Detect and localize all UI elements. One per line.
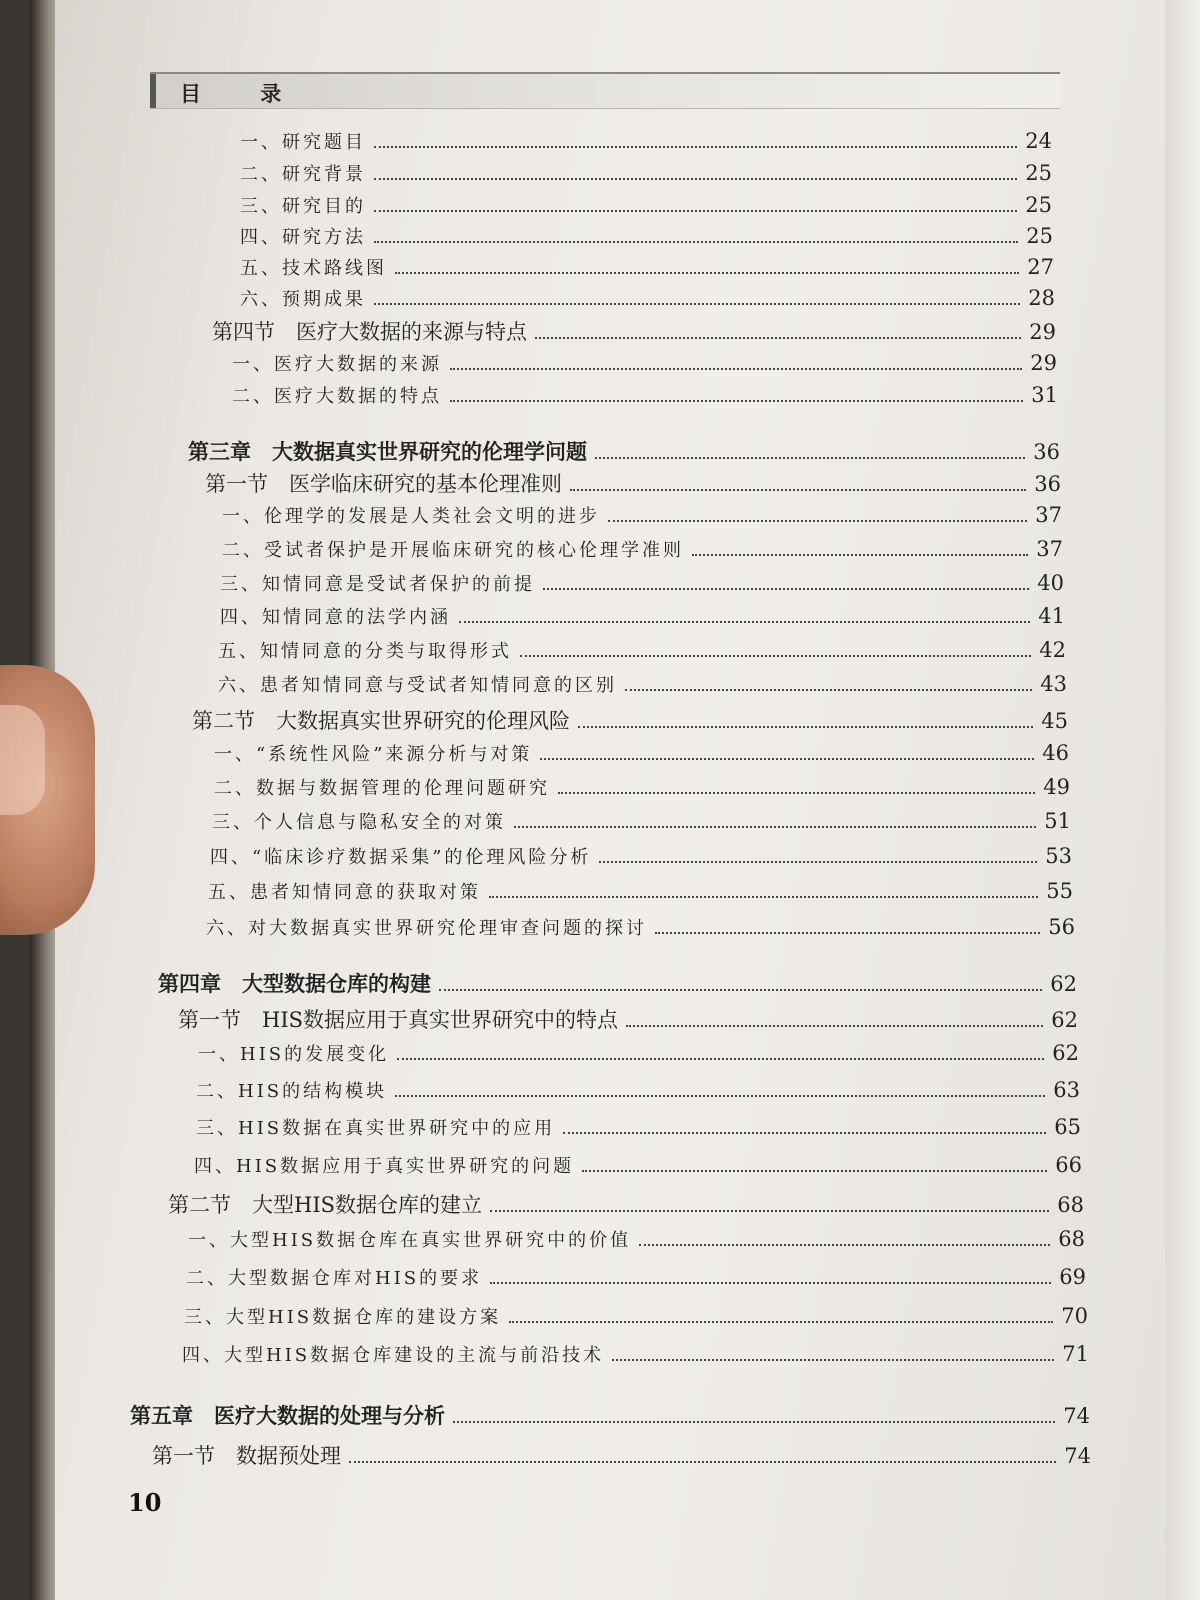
toc-entry-page: 37 bbox=[1035, 503, 1062, 527]
toc-subsection-entry bbox=[196, 1077, 1080, 1107]
toc-subsection-entry bbox=[214, 774, 1070, 804]
toc-subsection-entry bbox=[218, 637, 1066, 667]
toc-subsection-entry bbox=[240, 285, 1055, 315]
toc-subsection-entry bbox=[240, 192, 1052, 222]
toc-entry-label: 六、预期成果 bbox=[240, 289, 366, 310]
toc-subsection-entry bbox=[188, 1226, 1085, 1256]
toc-subsection-entry bbox=[232, 350, 1057, 380]
toc-entry-page: 56 bbox=[1048, 915, 1075, 939]
toc-entry-label: 一、“系统性风险”来源分析与对策 bbox=[214, 744, 533, 765]
toc-subsection-entry bbox=[198, 1040, 1079, 1070]
dot-leader bbox=[514, 825, 1036, 828]
dot-leader bbox=[490, 1209, 1049, 1212]
dot-leader bbox=[395, 271, 1019, 274]
toc-entry-page: 62 bbox=[1050, 972, 1077, 996]
header-bar bbox=[150, 72, 1060, 109]
toc-subsection-entry bbox=[240, 223, 1053, 253]
toc-subsection-entry bbox=[208, 878, 1073, 908]
toc-entry-label: 三、个人信息与隐私安全的对策 bbox=[212, 812, 506, 833]
dot-leader bbox=[459, 620, 1030, 623]
toc-entry-page: 46 bbox=[1042, 741, 1069, 765]
toc-entry-label: 五、患者知情同意的获取对策 bbox=[208, 882, 481, 903]
toc-entry-page: 68 bbox=[1058, 1227, 1085, 1251]
thumbnail-highlight bbox=[0, 705, 45, 815]
toc-subsection-entry bbox=[232, 382, 1058, 412]
toc-entry-label: 一、伦理学的发展是人类社会文明的进步 bbox=[222, 506, 600, 527]
toc-entry-page: 27 bbox=[1027, 255, 1054, 279]
dot-leader bbox=[374, 240, 1018, 243]
toc-subsection-entry bbox=[214, 740, 1069, 770]
toc-section-entry bbox=[212, 316, 1056, 346]
toc-entry-page: 69 bbox=[1059, 1265, 1086, 1289]
toc-entry-label: 第四节 医疗大数据的来源与特点 bbox=[212, 320, 527, 344]
toc-entry-label: 第五章 医疗大数据的处理与分析 bbox=[130, 1404, 445, 1428]
toc-entry-label: 第三章 大数据真实世界研究的伦理学问题 bbox=[188, 440, 587, 464]
toc-entry-page: 31 bbox=[1031, 383, 1058, 407]
toc-entry-label: 二、研究背景 bbox=[240, 164, 366, 185]
dot-leader bbox=[453, 1420, 1055, 1423]
toc-entry-label: 四、知情同意的法学内涵 bbox=[220, 607, 451, 628]
toc-subsection-entry bbox=[210, 843, 1072, 873]
toc-entry-page: 71 bbox=[1062, 1342, 1089, 1366]
toc-entry-label: 五、知情同意的分类与取得形式 bbox=[218, 641, 512, 662]
dot-leader bbox=[509, 1320, 1053, 1323]
toc-subsection-entry bbox=[222, 536, 1063, 566]
toc-entry-page: 66 bbox=[1055, 1153, 1082, 1177]
dot-leader bbox=[599, 860, 1037, 863]
toc-entry-label: 三、大型HIS数据仓库的建设方案 bbox=[184, 1307, 502, 1328]
toc-entry-label: 一、医疗大数据的来源 bbox=[232, 354, 442, 375]
toc-entry-page: 37 bbox=[1036, 537, 1063, 561]
dot-leader bbox=[595, 456, 1025, 459]
toc-entry-page: 51 bbox=[1044, 809, 1071, 833]
toc-entry-label: 第二节 大型HIS数据仓库的建立 bbox=[168, 1193, 482, 1217]
toc-subsection-entry bbox=[222, 502, 1062, 532]
toc-section-entry bbox=[205, 468, 1061, 498]
toc-subsection-entry bbox=[186, 1264, 1086, 1294]
toc-subsection-entry bbox=[184, 1303, 1088, 1333]
toc-entry-label: 第一节 HIS数据应用于真实世界研究中的特点 bbox=[178, 1008, 618, 1032]
dot-leader bbox=[639, 1243, 1050, 1246]
toc-entry-page: 62 bbox=[1052, 1041, 1079, 1065]
toc-chapter-entry bbox=[188, 436, 1060, 466]
dot-leader bbox=[578, 725, 1033, 728]
dot-leader bbox=[612, 1358, 1054, 1361]
toc-subsection-entry bbox=[218, 671, 1067, 701]
toc-entry-label: 第二节 大数据真实世界研究的伦理风险 bbox=[192, 709, 570, 733]
dot-leader bbox=[374, 177, 1017, 180]
toc-entry-page: 28 bbox=[1028, 286, 1055, 310]
toc-entry-label: 四、大型HIS数据仓库建设的主流与前沿技术 bbox=[182, 1345, 605, 1366]
dot-leader bbox=[489, 895, 1038, 898]
toc-entry-page: 36 bbox=[1034, 472, 1061, 496]
toc-subsection-entry bbox=[196, 1114, 1081, 1144]
dot-leader bbox=[520, 654, 1031, 657]
dot-leader bbox=[570, 488, 1026, 491]
header-accent bbox=[150, 74, 156, 108]
toc-section-entry bbox=[192, 705, 1068, 735]
dot-leader bbox=[374, 302, 1020, 305]
toc-subsection-entry bbox=[194, 1152, 1082, 1182]
toc-entry-label: 二、受试者保护是开展临床研究的核心伦理学准则 bbox=[222, 540, 684, 561]
dot-leader bbox=[625, 688, 1032, 691]
toc-entry-page: 25 bbox=[1025, 161, 1052, 185]
toc-chapter-entry bbox=[158, 968, 1077, 998]
toc-subsection-entry bbox=[206, 914, 1075, 944]
toc-entry-page: 63 bbox=[1053, 1078, 1080, 1102]
toc-entry-page: 29 bbox=[1029, 320, 1056, 344]
toc-entry-page: 65 bbox=[1054, 1115, 1081, 1139]
dot-leader bbox=[608, 519, 1027, 522]
toc-entry-page: 25 bbox=[1025, 193, 1052, 217]
toc-entry-page: 41 bbox=[1038, 604, 1065, 628]
toc-subsection-entry bbox=[220, 603, 1065, 633]
toc-section-entry bbox=[168, 1189, 1084, 1219]
toc-entry-label: 二、医疗大数据的特点 bbox=[232, 386, 442, 407]
toc-subsection-entry bbox=[220, 570, 1064, 600]
toc-entry-page: 42 bbox=[1039, 638, 1066, 662]
toc-entry-label: 三、研究目的 bbox=[240, 196, 366, 217]
toc-entry-page: 55 bbox=[1046, 879, 1073, 903]
dot-leader bbox=[349, 1460, 1056, 1463]
dot-leader bbox=[374, 145, 1017, 148]
dot-leader bbox=[540, 757, 1034, 760]
toc-entry-page: 25 bbox=[1026, 224, 1053, 248]
toc-entry-label: 三、知情同意是受试者保护的前提 bbox=[220, 574, 535, 595]
toc-entry-label: 第一节 数据预处理 bbox=[152, 1444, 341, 1468]
dot-leader bbox=[374, 209, 1017, 212]
dot-leader bbox=[626, 1024, 1043, 1027]
dot-leader bbox=[563, 1131, 1046, 1134]
toc-section-entry bbox=[178, 1004, 1078, 1034]
thumb bbox=[0, 665, 95, 935]
toc-subsection-entry bbox=[240, 128, 1052, 158]
toc-entry-label: 第四章 大型数据仓库的构建 bbox=[158, 972, 431, 996]
toc-entry-page: 53 bbox=[1045, 844, 1072, 868]
toc-entry-page: 74 bbox=[1064, 1444, 1091, 1468]
toc-entry-page: 43 bbox=[1040, 672, 1067, 696]
toc-entry-label: 一、HIS的发展变化 bbox=[198, 1044, 390, 1065]
dot-leader bbox=[535, 336, 1021, 339]
toc-entry-page: 68 bbox=[1057, 1193, 1084, 1217]
dot-leader bbox=[395, 1094, 1045, 1097]
dot-leader bbox=[397, 1057, 1044, 1060]
toc-entry-page: 29 bbox=[1030, 351, 1057, 375]
toc-entry-label: 四、研究方法 bbox=[240, 227, 366, 248]
toc-entry-label: 六、对大数据真实世界研究伦理审查问题的探讨 bbox=[206, 918, 647, 939]
toc-chapter-entry bbox=[130, 1400, 1090, 1430]
toc-entry-label: 第一节 医学临床研究的基本伦理准则 bbox=[205, 472, 562, 496]
dot-leader bbox=[450, 367, 1022, 370]
toc-subsection-entry bbox=[182, 1341, 1089, 1371]
toc-section-entry bbox=[152, 1440, 1091, 1470]
toc-entry-page: 45 bbox=[1041, 709, 1068, 733]
toc-entry-label: 四、HIS数据应用于真实世界研究的问题 bbox=[194, 1156, 575, 1177]
toc-entry-label: 六、患者知情同意与受试者知情同意的区别 bbox=[218, 675, 617, 696]
dot-leader bbox=[439, 988, 1042, 991]
dot-leader bbox=[490, 1281, 1051, 1284]
toc-entry-label: 二、数据与数据管理的伦理问题研究 bbox=[214, 778, 550, 799]
toc-entry-page: 36 bbox=[1033, 440, 1060, 464]
toc-subsection-entry bbox=[240, 254, 1054, 284]
toc-entry-label: 二、HIS的结构模块 bbox=[196, 1081, 388, 1102]
toc-entry-page: 70 bbox=[1061, 1304, 1088, 1328]
dot-leader bbox=[692, 553, 1028, 556]
dot-leader bbox=[655, 931, 1040, 934]
toc-entry-page: 49 bbox=[1043, 775, 1070, 799]
page-title: 目 录 bbox=[180, 82, 308, 106]
dot-leader bbox=[450, 399, 1023, 402]
toc-entry-label: 一、研究题目 bbox=[240, 132, 366, 153]
toc-entry-label: 五、技术路线图 bbox=[240, 258, 387, 279]
toc-entry-label: 三、HIS数据在真实世界研究中的应用 bbox=[196, 1118, 556, 1139]
dot-leader bbox=[543, 587, 1029, 590]
toc-entry-label: 四、“临床诊疗数据采集”的伦理风险分析 bbox=[210, 847, 592, 868]
toc-entry-page: 40 bbox=[1037, 571, 1064, 595]
toc-entry-page: 24 bbox=[1025, 129, 1052, 153]
toc-subsection-entry bbox=[212, 808, 1071, 838]
toc-entry-label: 一、大型HIS数据仓库在真实世界研究中的价值 bbox=[188, 1230, 632, 1251]
toc-entry-page: 74 bbox=[1063, 1404, 1090, 1428]
toc-entry-page: 62 bbox=[1051, 1008, 1078, 1032]
dot-leader bbox=[582, 1169, 1047, 1172]
toc-entry-label: 二、大型数据仓库对HIS的要求 bbox=[186, 1268, 483, 1289]
toc-subsection-entry bbox=[240, 160, 1052, 190]
page-number: 10 bbox=[128, 1488, 162, 1517]
dot-leader bbox=[558, 791, 1035, 794]
